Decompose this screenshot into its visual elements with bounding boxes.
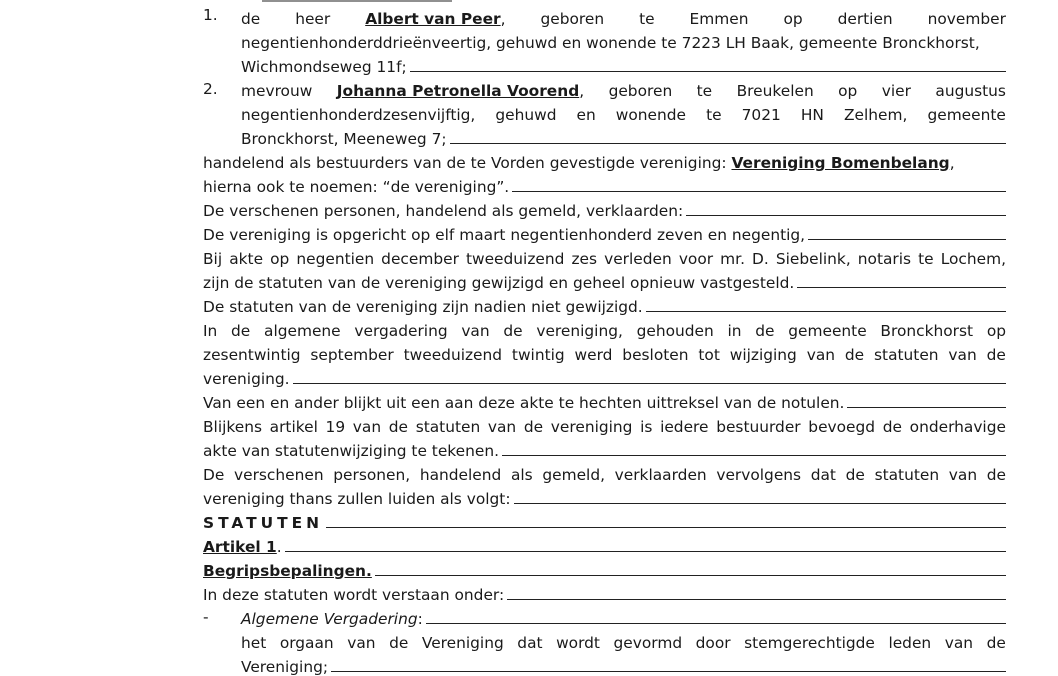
text-line: hierna ook te noemen: “de vereniging”. (203, 178, 510, 196)
text-word: stemgerechtigde (744, 634, 875, 652)
text-word: op (783, 10, 803, 28)
definitions-intro-line (203, 580, 1006, 604)
text-word: gemeld, (542, 466, 605, 484)
text-line: In deze statuten wordt verstaan onder: (203, 586, 505, 604)
text-word: dertien (837, 10, 893, 28)
text-word: Lochem, (940, 250, 1006, 268)
text-word: gehuwd (495, 106, 557, 124)
article-heading-line (203, 532, 1006, 556)
definitions-title: Begripsbepalingen. (203, 562, 372, 580)
filler-line (686, 215, 1006, 216)
article-line-2 (203, 436, 1006, 460)
text-word: de (523, 418, 544, 436)
text-word: leden (888, 634, 932, 652)
text-word: Breukelen (736, 82, 814, 100)
text-line: Bronckhorst, Meeneweg 7; (241, 130, 447, 148)
text-word: 19 (325, 418, 346, 436)
meeting-line-1 (203, 316, 1006, 340)
filler-line (507, 599, 1006, 600)
text-word: gemeente (788, 322, 867, 340)
text-word: Siebelink, (775, 250, 851, 268)
statutes-heading-line (203, 508, 1006, 532)
text-word: de (503, 322, 523, 340)
item-1-line-3 (241, 52, 1006, 76)
text-word: tot (698, 346, 720, 364)
text-word: wijziging (729, 346, 797, 364)
filler-line (502, 455, 1006, 456)
text-word: artikel (269, 418, 318, 436)
text-word: statuten (874, 346, 939, 364)
article-heading: Artikel 1 (203, 538, 277, 556)
text-word: statuten (415, 418, 481, 436)
text-word: de (241, 10, 261, 28)
text-word: heer (295, 10, 331, 28)
text-word: gemeente (927, 106, 1006, 124)
further-line-1 (203, 460, 1006, 484)
text-word: Emmen (689, 10, 749, 28)
filler-line (450, 143, 1006, 144)
text-word: voor (678, 250, 714, 268)
cropped-text-fragment (262, 0, 452, 1)
punctuation: . (276, 538, 282, 556)
text-word: de (388, 418, 409, 436)
text-word: 7021 (741, 106, 781, 124)
text-word: de (844, 346, 865, 364)
text-word: van (461, 322, 490, 340)
term-line (241, 604, 1006, 628)
text-word: werd (574, 346, 613, 364)
text-word: de (986, 346, 1006, 364)
text-word: de (986, 466, 1006, 484)
text-word: iedere (660, 418, 709, 436)
text-word: dat (517, 634, 543, 652)
text-word: van (487, 418, 517, 436)
list-number: 2. (203, 80, 218, 98)
text-word: Bij (203, 250, 223, 268)
text-word: In (203, 322, 218, 340)
item-2-line-1: mevrouw Johanna Petronella Voorend, geboren te Breukelen op vier augustus (241, 82, 1006, 100)
text-word: dat (810, 466, 836, 484)
text-word: tweeduizend (403, 346, 503, 364)
text-word: HN (800, 106, 824, 124)
item-1-line-2 (241, 28, 1006, 52)
text-word: mr. (720, 250, 745, 268)
further-line-2 (203, 484, 1006, 508)
text-word: door (695, 634, 731, 652)
text-word: vereniging, (536, 322, 623, 340)
text-line: handelend als bestuurders van de te Vorden gevestigde vereniging: (203, 154, 727, 172)
text-word: van (347, 634, 376, 652)
text-word: te (706, 106, 722, 124)
text-word: onderhavige (909, 418, 1006, 436)
text-word: op (838, 82, 858, 100)
declared-line (203, 196, 1006, 220)
text-word: besloten (622, 346, 689, 364)
text-word: te (696, 82, 713, 100)
text-word: de (389, 634, 409, 652)
text-word: twintig (511, 346, 565, 364)
text-word: statuten (874, 466, 940, 484)
text-word: verklaarden (614, 466, 707, 484)
statutes-heading: STATUTEN (203, 514, 323, 532)
text-word: vier (881, 82, 911, 100)
text-word: negentien (296, 250, 375, 268)
text-word: zes (571, 250, 598, 268)
defined-term: Algemene Vergadering (241, 610, 418, 628)
text-word: en (576, 106, 596, 124)
text-line: De vereniging is opgericht op elf maart negentienhonderd zeven en negentig, (203, 226, 806, 244)
text-word: mevrouw (241, 82, 313, 100)
text-word: is (640, 418, 653, 436)
text-word: vergadering (354, 322, 448, 340)
text-word: akte (229, 250, 264, 268)
filler-line (514, 503, 1006, 504)
text-word: geboren (540, 10, 605, 28)
list-dash: - (203, 608, 209, 626)
filler-line (808, 239, 1006, 240)
text-word: de (986, 634, 1006, 652)
text-word: de (231, 322, 251, 340)
filler-line (797, 287, 1006, 288)
person-name: Albert van Peer (365, 10, 501, 28)
filler-line (512, 191, 1006, 192)
text-word: vereniging (550, 418, 633, 436)
text-word: bestuurder (716, 418, 801, 436)
text-word: december (381, 250, 459, 268)
acting-line (203, 148, 1006, 172)
text-word: De (203, 466, 225, 484)
text-word: algemene (264, 322, 341, 340)
filler-line (326, 527, 1006, 528)
text-word: zesentwintig (203, 346, 301, 364)
punctuation: , (949, 154, 955, 172)
article-line-1 (203, 412, 1006, 436)
text-word: augustus (935, 82, 1006, 100)
text-word: Zelhem, (844, 106, 908, 124)
text-word: tweeduizend (465, 250, 565, 268)
text-word: vervolgens (716, 466, 802, 484)
text-word: van (948, 466, 978, 484)
meeting-line-2 (203, 340, 1006, 364)
text-word: de (845, 466, 865, 484)
text-word: Bronckhorst (880, 322, 974, 340)
text-word: D. (752, 250, 769, 268)
filler-line (646, 311, 1006, 312)
text-word: Blijkens (203, 418, 262, 436)
text-line: Vereniging; (241, 658, 329, 676)
definitions-title-line (203, 556, 1006, 580)
list-number: 1. (203, 6, 218, 24)
definition-line-1 (241, 628, 1006, 652)
text-word: de (882, 418, 902, 436)
text-word: wonende (615, 106, 687, 124)
filler-line (293, 383, 1006, 384)
text-word: van (948, 346, 977, 364)
text-word: gehouden (636, 322, 714, 340)
text-line: Wichmondseweg 11f; (241, 58, 407, 76)
text-word: de (755, 322, 775, 340)
founded-line (203, 220, 1006, 244)
text-word: orgaan (279, 634, 334, 652)
text-word: op (270, 250, 290, 268)
text-word: november (927, 10, 1006, 28)
deed-line-2 (203, 268, 1006, 292)
text-word: van (352, 418, 382, 436)
text-word: gevormd (613, 634, 683, 652)
text-line: vereniging. (203, 370, 290, 388)
association-name: Vereniging Bomenbelang (731, 154, 950, 172)
punctuation: : (417, 610, 423, 628)
meeting-line-3 (203, 364, 1006, 388)
text-word: als (510, 466, 533, 484)
text-word: notaris (857, 250, 912, 268)
filler-line (410, 71, 1006, 72)
filler-line (426, 623, 1006, 624)
text-line: vereniging thans zullen luiden als volgt: (203, 490, 511, 508)
text-word: te (639, 10, 655, 28)
text-line: negentienhonderddrieënveertig, gehuwd en wonende te 7223 LH Baak, gemeente Bronckhorst, (241, 34, 980, 52)
text-line: zijn de statuten van de vereniging gewijzigd en geheel opnieuw vastgesteld. (203, 274, 795, 292)
text-word: negentienhonderdzesenvijftig, (241, 106, 476, 124)
text-word: op (986, 322, 1006, 340)
text-word: in (727, 322, 742, 340)
filler-line (847, 407, 1006, 408)
text-word: verschenen (234, 466, 324, 484)
filler-line (285, 551, 1006, 552)
text-word: geboren (608, 82, 673, 100)
text-line: De verschenen personen, handelend als gemeld, verklaarden: (203, 202, 684, 220)
item-2-line-3 (241, 124, 1006, 148)
deed-line-1 (203, 244, 1006, 268)
text-word: bevoegd (808, 418, 876, 436)
text-word: van (806, 346, 836, 364)
text-line: akte van statutenwijziging te tekenen. (203, 442, 500, 460)
text-word: handelend (419, 466, 502, 484)
filler-line (375, 575, 1006, 576)
person-name: Johanna Petronella Voorend (336, 82, 580, 100)
text-word: verleden (604, 250, 672, 268)
text-line: Van een en ander blijkt uit een aan deze akte te hechten uittreksel van de notulen. (203, 394, 845, 412)
not-changed-line (203, 292, 1006, 316)
text-word: te (918, 250, 934, 268)
text-word: het (241, 634, 267, 652)
text-word: van (944, 634, 974, 652)
item-1-line-1: de heer Albert van Peer, geboren te Emmen op dertien november (241, 10, 1006, 28)
extract-line (203, 388, 1006, 412)
text-word: Vereniging (421, 634, 504, 652)
text-word: wordt (556, 634, 600, 652)
filler-line (331, 671, 1006, 672)
text-word: september (310, 346, 394, 364)
text-word: personen, (333, 466, 411, 484)
hereafter-line (203, 172, 1006, 196)
item-2-line-2 (241, 100, 1006, 124)
text-line: De statuten van de vereniging zijn nadien niet gewijzigd. (203, 298, 643, 316)
definition-line-2 (241, 652, 1006, 676)
